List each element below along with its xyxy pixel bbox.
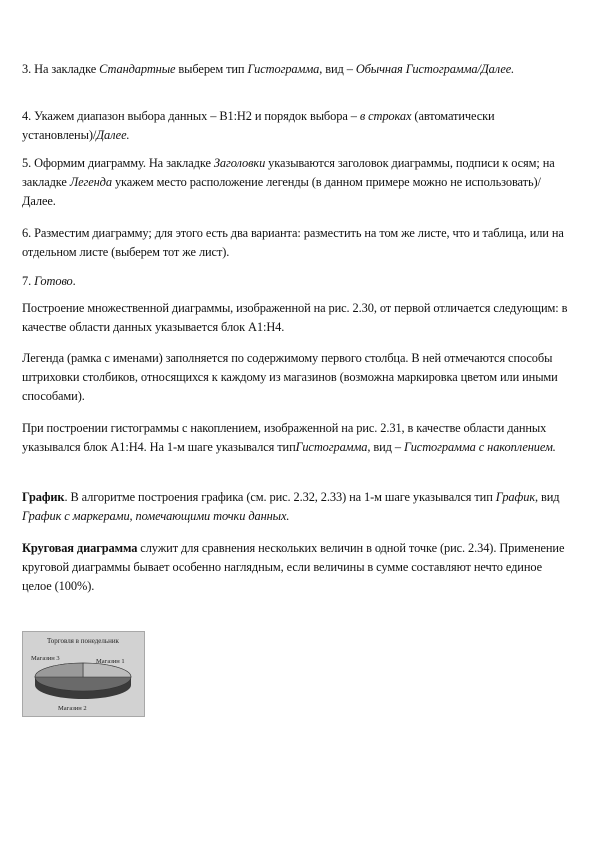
text: выберем тип: [175, 62, 248, 76]
label-shop-2: Магазин 2: [58, 705, 87, 712]
italic-term: Далее.: [96, 128, 130, 142]
text: При построении гистограммы с накоплением, изображенной на рис. 2.31, в качестве области данных указывался блок А1:Н4. На 1-м шаге указывался тип: [22, 421, 547, 454]
paragraph-pie: [22, 539, 570, 596]
paragraph-step-5: [22, 154, 570, 211]
italic-term: Готово: [34, 274, 73, 288]
text: , вид –: [319, 62, 356, 76]
text: (автоматически установлены)/: [22, 109, 495, 142]
italic-term: График: [495, 490, 536, 504]
text: укажем место расположение легенды (в данном примере можно не использовать)/Далее.: [22, 175, 541, 208]
text: , вид –: [367, 440, 404, 454]
paragraph-graph: [22, 488, 570, 526]
pie-slice-1: [83, 663, 131, 677]
paragraph-step-6: 6. Разместим диаграмму; для этого есть два варианта: разместить на том же листе, что и таблица, или на отдельном листе (выберем тот же лист).: [22, 226, 564, 259]
italic-term: Легенда: [69, 175, 112, 189]
text: 7.: [22, 274, 35, 288]
paragraph-legend: Легенда (рамка с именами) заполняется по содержимому первого столбца. В ней отмечаются способы штриховки столбиков, относящихся к каждому из магазинов (возможна маркировка цветом или иными способами).: [22, 351, 558, 403]
italic-term: Стандартные: [99, 62, 176, 76]
text: 4. Укажем диапазон выбора данных – В1:Н2 и порядок выбора –: [22, 109, 360, 123]
italic-term: Обычная Гистограмма/Далее.: [355, 62, 515, 76]
text: . В алгоритме построения графика (см. рис. 2.32, 2.33) на 1-м шаге указывался тип: [64, 490, 496, 504]
paragraph-step-7: [22, 272, 570, 291]
chart-title: Торговля в понедельник: [47, 637, 119, 645]
bold-term: График: [22, 490, 65, 504]
italic-term: Гистограмма: [295, 440, 368, 454]
text: .: [72, 274, 76, 288]
paragraph-step-3: [22, 60, 570, 79]
pie-chart-graphic: [23, 632, 144, 716]
bold-term: Круговая диаграмма: [22, 541, 138, 555]
pie-chart-figure: [22, 631, 145, 717]
text: указываются заголовок диаграммы, подписи к осям; на закладке: [22, 156, 555, 189]
italic-term: Гистограмма: [247, 62, 320, 76]
italic-term: в строках: [359, 109, 412, 123]
italic-term: График с маркерами, помечающими точки данных.: [22, 509, 290, 523]
label-shop-3: Магазин 3: [31, 655, 60, 662]
paragraph-step-4: [22, 107, 570, 145]
label-shop-1: Магазин 1: [96, 658, 125, 665]
pie-slice-3: [35, 663, 83, 677]
paragraph-stacked: [22, 419, 570, 457]
text: служит для сравнения нескольких величин в одной точке (рис. 2.34). Применение круговой диаграммы бывает особенно наглядным, если величины в сумме составляют нечто единое целое (100%).: [22, 541, 565, 593]
text: 5. Оформим диаграмму. На закладке: [22, 156, 214, 170]
italic-term: Гистограмма с накоплением.: [403, 440, 556, 454]
text: , вид: [535, 490, 560, 504]
text: 3. На закладке: [22, 62, 100, 76]
paragraph-multiple-chart: Построение множественной диаграммы, изображенной на рис. 2.30, от первой отличается следующим: в качестве области данных указывается блок А1:Н4.: [22, 301, 568, 334]
italic-term: Заголовки: [213, 156, 266, 170]
